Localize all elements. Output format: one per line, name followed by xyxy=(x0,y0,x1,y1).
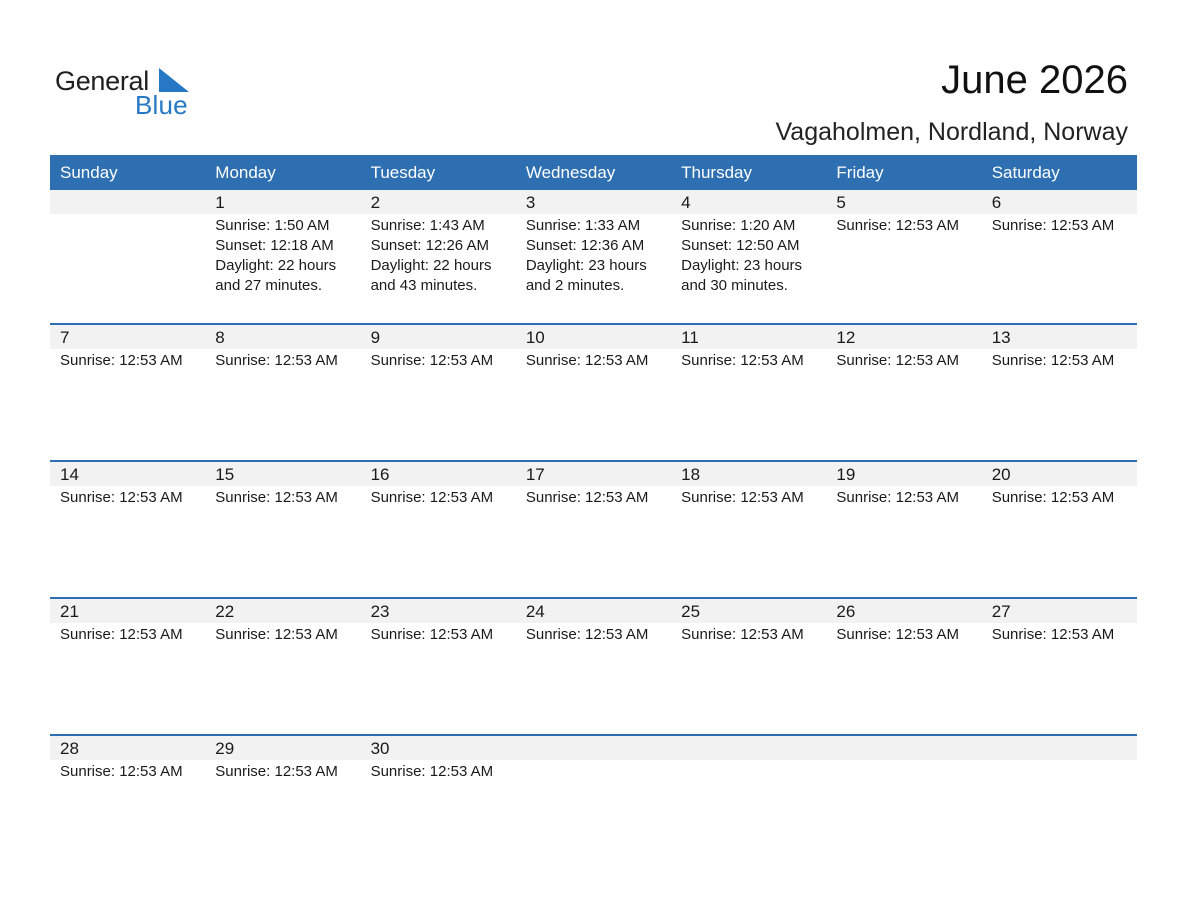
empty-day-cell xyxy=(50,190,205,323)
empty-day-cell xyxy=(516,736,671,871)
day-number: 22 xyxy=(205,599,360,623)
day-info-line: Sunrise: 12:53 AM xyxy=(525,352,649,369)
logo-text-general: General xyxy=(55,66,149,96)
day-number xyxy=(826,736,981,760)
day-number: 11 xyxy=(671,325,826,349)
day-info xyxy=(671,214,826,296)
day-number: 25 xyxy=(671,599,826,623)
day-cell xyxy=(50,462,205,597)
day-info-line: Sunrise: 12:53 AM xyxy=(60,489,183,506)
day-info xyxy=(826,486,981,508)
day-info-line: Sunrise: 1:50 AM xyxy=(215,217,330,234)
day-number: 9 xyxy=(361,325,516,349)
calendar-week xyxy=(50,190,1137,323)
day-info-line: Sunrise: 12:53 AM xyxy=(60,763,183,780)
day-info xyxy=(671,760,826,762)
day-number: 3 xyxy=(516,190,671,214)
day-info xyxy=(826,214,981,236)
day-cell xyxy=(361,462,516,597)
day-info xyxy=(205,214,360,296)
day-number: 17 xyxy=(516,462,671,486)
day-cell xyxy=(826,190,981,323)
day-info-line: Sunrise: 12:53 AM xyxy=(681,626,804,643)
day-number: 28 xyxy=(50,736,205,760)
calendar xyxy=(50,155,1137,871)
day-number: 20 xyxy=(982,462,1137,486)
day-number: 29 xyxy=(205,736,360,760)
calendar-week xyxy=(50,460,1137,597)
day-number xyxy=(982,736,1137,760)
day-info-line: Sunrise: 12:53 AM xyxy=(991,217,1115,234)
day-number: 2 xyxy=(361,190,516,214)
day-info-line: Sunrise: 12:53 AM xyxy=(991,489,1115,506)
day-info xyxy=(671,623,826,645)
day-info xyxy=(361,760,516,782)
day-cell xyxy=(361,599,516,734)
day-cell xyxy=(50,599,205,734)
day-info xyxy=(826,623,981,645)
day-info xyxy=(982,760,1137,762)
day-info xyxy=(516,760,671,762)
day-cell xyxy=(361,325,516,460)
calendar-week xyxy=(50,734,1137,871)
logo xyxy=(55,62,205,122)
weekday-thursday: Thursday xyxy=(681,163,752,182)
day-number: 21 xyxy=(50,599,205,623)
day-cell xyxy=(205,325,360,460)
day-number: 14 xyxy=(50,462,205,486)
day-info-line: Sunrise: 12:53 AM xyxy=(525,489,649,506)
weekday-saturday: Saturday xyxy=(991,163,1060,182)
day-cell xyxy=(982,190,1137,323)
day-info-line: Daylight: 23 hours xyxy=(525,257,647,274)
day-info-line: Sunrise: 12:53 AM xyxy=(836,626,959,643)
location-subtitle: Vagaholmen, Nordland, Norway xyxy=(775,118,1128,146)
day-number: 19 xyxy=(826,462,981,486)
day-info-line: Sunrise: 12:53 AM xyxy=(60,352,183,369)
day-number: 26 xyxy=(826,599,981,623)
day-info-line: Sunrise: 12:53 AM xyxy=(991,626,1115,643)
day-info-line: Sunrise: 12:53 AM xyxy=(215,626,338,643)
day-cell xyxy=(50,325,205,460)
page-title: June 2026 xyxy=(941,58,1128,102)
day-info-line: Sunrise: 12:53 AM xyxy=(215,489,338,506)
day-number: 5 xyxy=(826,190,981,214)
day-info-line: Sunrise: 12:53 AM xyxy=(991,352,1115,369)
day-cell xyxy=(361,190,516,323)
day-info-line: Sunset: 12:26 AM xyxy=(370,237,489,254)
day-info-line: Daylight: 22 hours xyxy=(370,257,492,274)
day-info xyxy=(50,486,205,508)
day-info xyxy=(982,349,1137,371)
day-number: 4 xyxy=(671,190,826,214)
day-info-line: Sunrise: 12:53 AM xyxy=(215,352,338,369)
day-cell xyxy=(516,190,671,323)
day-info xyxy=(361,349,516,371)
day-number xyxy=(671,736,826,760)
day-number: 13 xyxy=(982,325,1137,349)
day-cell xyxy=(826,462,981,597)
calendar-week xyxy=(50,323,1137,460)
day-info xyxy=(50,349,205,371)
day-cell xyxy=(982,325,1137,460)
weekday-sunday: Sunday xyxy=(60,163,118,182)
day-info xyxy=(205,349,360,371)
day-info xyxy=(205,623,360,645)
day-info xyxy=(516,486,671,508)
day-cell xyxy=(205,599,360,734)
day-info-line: Sunset: 12:18 AM xyxy=(215,237,334,254)
day-info-line: Sunset: 12:36 AM xyxy=(525,237,645,254)
logo-triangle-icon xyxy=(157,68,189,92)
empty-day-cell xyxy=(982,736,1137,871)
day-info-line: Sunrise: 12:53 AM xyxy=(370,626,494,643)
weekday-friday: Friday xyxy=(836,163,884,182)
day-cell xyxy=(361,736,516,871)
day-info-line: Sunrise: 12:53 AM xyxy=(370,763,494,780)
logo-text-blue: Blue xyxy=(135,90,188,120)
day-cell xyxy=(671,462,826,597)
day-number xyxy=(50,190,205,214)
day-cell xyxy=(671,325,826,460)
day-cell xyxy=(516,599,671,734)
day-cell xyxy=(982,462,1137,597)
day-info xyxy=(982,214,1137,236)
day-info-line: Sunrise: 12:53 AM xyxy=(525,626,649,643)
day-info xyxy=(826,760,981,762)
day-info xyxy=(671,486,826,508)
day-info-line: Sunrise: 1:20 AM xyxy=(681,217,796,234)
day-info-line: Sunrise: 12:53 AM xyxy=(681,489,804,506)
day-number: 1 xyxy=(205,190,360,214)
day-info xyxy=(516,623,671,645)
day-cell xyxy=(982,599,1137,734)
day-info xyxy=(50,214,205,216)
day-cell xyxy=(205,190,360,323)
day-cell xyxy=(671,599,826,734)
day-info-line: and 30 minutes. xyxy=(681,277,788,294)
day-info xyxy=(671,349,826,371)
day-cell xyxy=(516,325,671,460)
day-info xyxy=(361,623,516,645)
day-info-line: Sunrise: 12:53 AM xyxy=(836,489,959,506)
day-number: 12 xyxy=(826,325,981,349)
day-cell xyxy=(205,736,360,871)
day-info-line: Sunrise: 12:53 AM xyxy=(370,489,494,506)
day-cell xyxy=(50,736,205,871)
day-info xyxy=(982,486,1137,508)
calendar-week xyxy=(50,597,1137,734)
day-number: 23 xyxy=(361,599,516,623)
day-number: 7 xyxy=(50,325,205,349)
day-number: 16 xyxy=(361,462,516,486)
day-cell xyxy=(671,190,826,323)
day-info-line: and 27 minutes. xyxy=(215,277,323,294)
day-info-line: and 43 minutes. xyxy=(370,277,478,294)
day-info xyxy=(50,760,205,782)
day-number: 8 xyxy=(205,325,360,349)
day-number xyxy=(516,736,671,760)
day-number: 27 xyxy=(982,599,1137,623)
day-info-line: Sunrise: 1:43 AM xyxy=(370,217,485,234)
day-info xyxy=(205,486,360,508)
day-info-line: Daylight: 23 hours xyxy=(681,257,803,274)
day-info-line: Sunrise: 12:53 AM xyxy=(370,352,494,369)
day-info-line: Sunrise: 12:53 AM xyxy=(215,763,338,780)
day-info-line: Sunset: 12:50 AM xyxy=(681,237,800,254)
day-info xyxy=(205,760,360,782)
empty-day-cell xyxy=(826,736,981,871)
day-cell xyxy=(516,462,671,597)
weekday-tuesday: Tuesday xyxy=(370,163,436,182)
empty-day-cell xyxy=(671,736,826,871)
day-cell xyxy=(826,599,981,734)
day-number: 10 xyxy=(516,325,671,349)
day-info xyxy=(516,214,671,296)
day-info-line: Sunrise: 12:53 AM xyxy=(60,626,183,643)
day-number: 18 xyxy=(671,462,826,486)
day-cell xyxy=(205,462,360,597)
day-info-line: and 2 minutes. xyxy=(525,277,625,294)
day-info xyxy=(516,349,671,371)
day-info xyxy=(50,623,205,645)
day-info-line: Sunrise: 12:53 AM xyxy=(836,352,959,369)
day-info xyxy=(361,214,516,296)
day-info-line: Daylight: 22 hours xyxy=(215,257,337,274)
weekday-header xyxy=(50,155,1137,190)
day-number: 6 xyxy=(982,190,1137,214)
day-info xyxy=(982,623,1137,645)
day-cell xyxy=(826,325,981,460)
day-info-line: Sunrise: 12:53 AM xyxy=(836,217,959,234)
day-info-line: Sunrise: 12:53 AM xyxy=(681,352,804,369)
weekday-wednesday: Wednesday xyxy=(525,163,616,182)
day-number: 24 xyxy=(516,599,671,623)
day-number: 15 xyxy=(205,462,360,486)
day-info-line: Sunrise: 1:33 AM xyxy=(525,217,641,234)
day-number: 30 xyxy=(361,736,516,760)
weekday-monday: Monday xyxy=(215,163,276,182)
day-info xyxy=(361,486,516,508)
weeks-container xyxy=(50,190,1137,871)
day-info xyxy=(826,349,981,371)
